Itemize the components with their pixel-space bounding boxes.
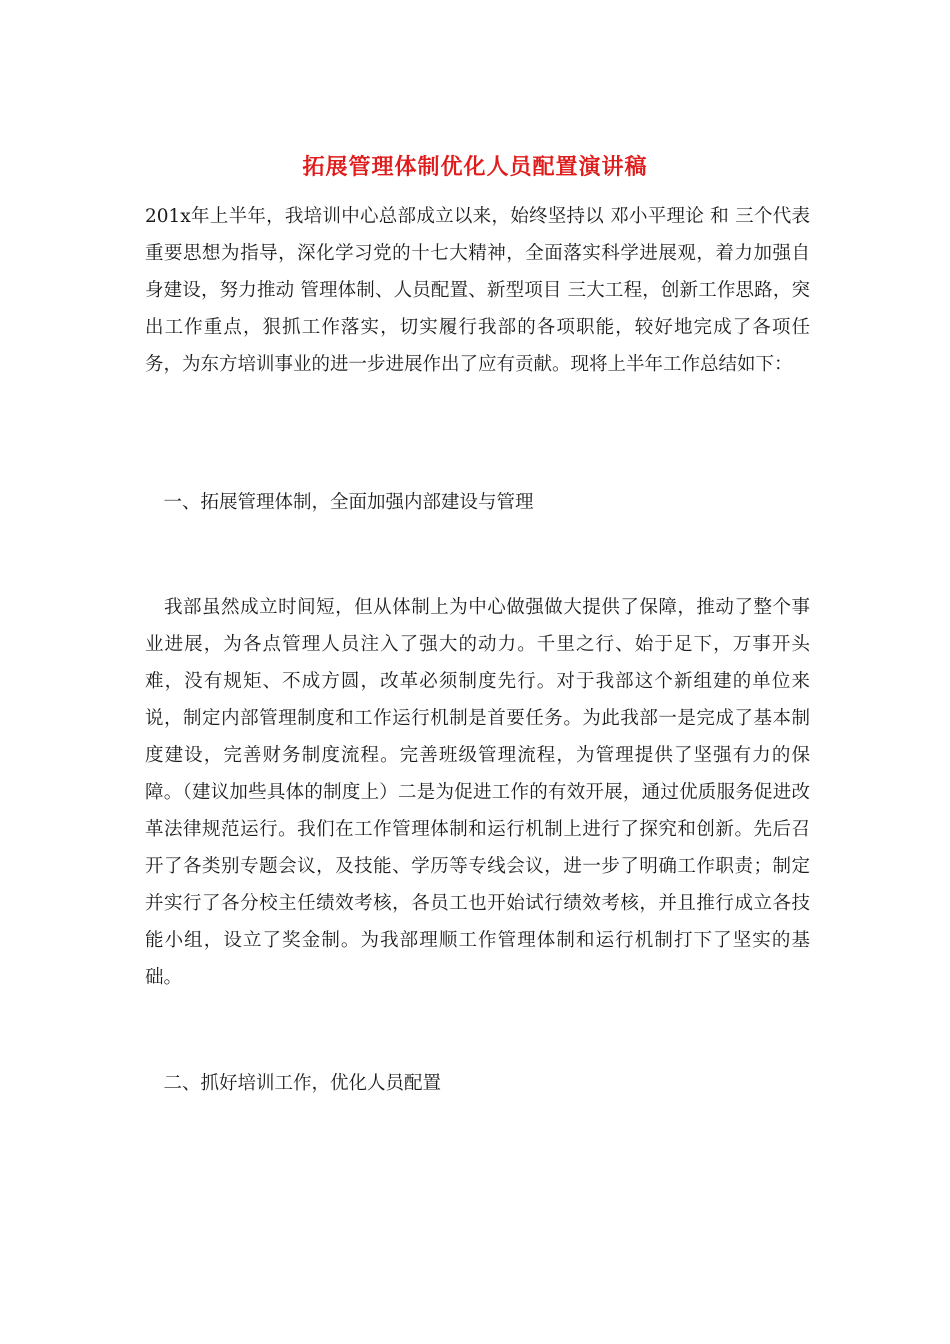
section-1-heading: 一、拓展管理体制，全面加强内部建设与管理 <box>145 492 534 513</box>
document-title: 拓展管理体制优化人员配置演讲稿 <box>302 155 648 180</box>
section-1-body: 我部虽然成立时间短，但从体制上为中心做强做大提供了保障，推动了整个事业进展，为各点管理人员注入了强大的动力。千里之行、始于足下，万事开头难，没有规矩、不成方圆，改革必须制度先行。对于我部这个新组建的单位来说，制定内部管理制度和工作运行机制是首要任务。为此我部一是完成了基本制度建设，完善财务制度流程。完善班级管理流程，为管理提供了坚强有力的保障。（建议加些具体的制度上）二是为促进工作的有效开展，通过优质服务促进改革法律规范运行。我们在工作管理体制和运行机制上进行了探究和创新。先后召开了各类别专题会议，及技能、学历等专线会议，进一步了明确工作职责；制定并实行了各分校主任绩效考核，各员工也开始试行绩效考核，并且推行成立各技能小组，设立了奖金制。为我部理顺工作管理体制和运行机制打下了坚实的基础。 <box>145 597 810 988</box>
section-2-heading: 二、抓好培训工作，优化人员配置 <box>145 1073 442 1094</box>
intro-paragraph: 201x年上半年，我培训中心总部成立以来，始终坚持以 邓小平理论 和 三个代表 重要思想为指导，深化学习党的十七大精神，全面落实科学进展观，着力加强自身建设，努力推动 管理体制、人员配置、新型项目 三大工程，创新工作思路，突出工作重点，狠抓工作落实，切实履行我部的各项职能，较好地完成了各项任务，为东方培训事业的进一步进展作出了应有贡献。现将上半年工作总结如下： <box>145 206 816 375</box>
